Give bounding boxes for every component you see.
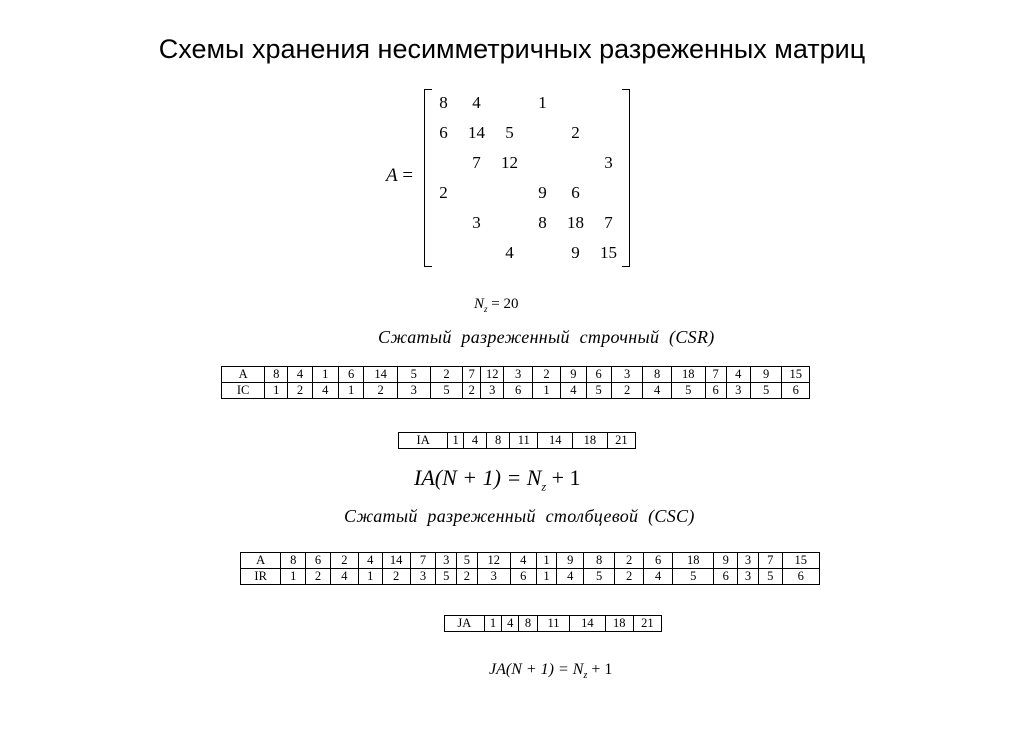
matrix-cell: 5 [505, 123, 514, 142]
array-value-cell: 2 [611, 383, 643, 399]
csc-formula-sub: z [583, 670, 588, 682]
array-value-cell: 1 [484, 616, 502, 632]
array-value-cell: 9 [557, 553, 584, 569]
array-value-cell: 3 [504, 367, 532, 383]
array-value-cell: 2 [615, 553, 644, 569]
array-value-cell: 5 [430, 383, 463, 399]
array-value-cell: 3 [611, 367, 643, 383]
matrix-cell [427, 238, 460, 268]
array-value-cell: 5 [671, 383, 705, 399]
matrix-label [386, 165, 413, 187]
array-value-cell: 9 [714, 553, 738, 569]
csc-heading: Сжатый разреженный столбцевой (CSC) [344, 506, 695, 526]
csc-ir-row [241, 569, 820, 585]
matrix-equals: = [402, 165, 414, 186]
matrix-cell: 2 [439, 183, 448, 202]
array-value-cell: 7 [758, 553, 782, 569]
matrix-cell: 15 [600, 243, 617, 262]
matrix-cell: 9 [571, 243, 580, 262]
array-label-cell: JA [445, 616, 485, 632]
array-value-cell: 1 [532, 383, 560, 399]
matrix-cell [526, 148, 559, 178]
matrix-cell: 18 [567, 213, 584, 232]
matrix-cell [559, 148, 592, 178]
array-value-cell: 4 [644, 569, 673, 585]
array-value-cell: 4 [502, 616, 519, 632]
array-value-cell: 15 [782, 553, 819, 569]
array-value-cell: 8 [487, 433, 510, 449]
array-value-cell: 6 [644, 553, 673, 569]
array-value-cell: 5 [673, 569, 714, 585]
matrix-cell [493, 208, 526, 238]
matrix-cell [460, 178, 493, 208]
array-value-cell: 7 [410, 553, 436, 569]
array-value-cell: 2 [615, 569, 644, 585]
matrix-cell: 4 [472, 93, 481, 112]
array-value-cell: 2 [306, 569, 331, 585]
csr-value-table [221, 366, 810, 399]
array-value-cell: 4 [288, 367, 312, 383]
matrix-cell: 2 [571, 123, 580, 142]
array-value-cell: 1 [281, 569, 306, 585]
array-value-cell: 1 [358, 569, 382, 585]
array-value-cell: 2 [532, 367, 560, 383]
matrix-cell [559, 88, 592, 118]
matrix-cell [493, 178, 526, 208]
page-title: Схемы хранения несимметричных разреженных матриц [158, 34, 866, 64]
array-value-cell: 4 [643, 383, 671, 399]
array-value-cell: 4 [561, 383, 586, 399]
array-value-cell: 4 [358, 553, 382, 569]
array-value-cell: 11 [510, 433, 538, 449]
matrix-cell: 9 [538, 183, 547, 202]
array-value-cell: 14 [570, 616, 605, 632]
array-value-cell: 6 [586, 367, 611, 383]
csr-formula-rhs: + 1 [546, 465, 581, 490]
array-label-cell: IA [399, 433, 448, 449]
array-value-cell: 11 [537, 616, 569, 632]
matrix-symbol: A [386, 165, 398, 186]
matrix-cell: 7 [604, 213, 613, 232]
csr-ia-row [399, 433, 636, 449]
matrix-cell [526, 238, 559, 268]
array-value-cell: 18 [573, 433, 608, 449]
array-value-cell: 1 [265, 383, 288, 399]
array-value-cell: 4 [510, 553, 536, 569]
csr-ic-row [222, 383, 810, 399]
array-value-cell: 5 [584, 569, 615, 585]
array-value-cell: 6 [782, 569, 819, 585]
matrix-cell: 4 [505, 243, 514, 262]
array-value-cell: 6 [510, 569, 536, 585]
csc-formula-lhs: JA [489, 661, 506, 678]
array-value-cell: 8 [584, 553, 615, 569]
array-value-cell: 8 [265, 367, 288, 383]
array-label-cell: IR [241, 569, 281, 585]
matrix-cell [592, 178, 625, 208]
array-value-cell: 18 [605, 616, 633, 632]
csc-value-table [240, 552, 820, 585]
array-value-cell: 12 [481, 367, 504, 383]
csc-formula-arg: (N + 1) = N [505, 661, 584, 678]
matrix-cell [427, 148, 460, 178]
csc-formula-rhs: + 1 [587, 661, 613, 678]
matrix-cell: 8 [439, 93, 448, 112]
matrix-cell: 12 [501, 153, 518, 172]
csr-ia-table [398, 432, 636, 449]
array-value-cell: 14 [382, 553, 410, 569]
matrix-cell: 8 [538, 213, 547, 232]
array-value-cell: 4 [557, 569, 584, 585]
array-value-cell: 3 [738, 569, 759, 585]
csc-formula [489, 661, 612, 681]
array-value-cell: 2 [430, 367, 463, 383]
array-value-cell: 3 [726, 383, 750, 399]
matrix-cell [460, 238, 493, 268]
matrix-cell: 6 [439, 123, 448, 142]
array-value-cell: 6 [338, 367, 363, 383]
matrix-cell: 1 [538, 93, 547, 112]
array-value-cell: 2 [463, 383, 481, 399]
matrix-cell [592, 88, 625, 118]
array-value-cell: 8 [643, 367, 671, 383]
array-value-cell: 8 [519, 616, 538, 632]
array-value-cell: 7 [463, 367, 481, 383]
array-value-cell: 5 [397, 367, 430, 383]
array-value-cell: 6 [705, 383, 726, 399]
nz-value: = 20 [491, 296, 519, 312]
array-value-cell: 3 [738, 553, 759, 569]
csr-formula-lhs: IA [414, 465, 435, 490]
array-value-cell: 21 [633, 616, 661, 632]
array-value-cell: 5 [586, 383, 611, 399]
array-value-cell: 5 [457, 553, 478, 569]
array-value-cell: 6 [504, 383, 532, 399]
csr-heading: Сжатый разреженный строчный (CSR) [378, 327, 715, 347]
array-value-cell: 1 [536, 569, 557, 585]
array-value-cell: 4 [726, 367, 750, 383]
csc-a-row [241, 553, 820, 569]
array-value-cell: 1 [536, 553, 557, 569]
array-value-cell: 5 [750, 383, 782, 399]
array-value-cell: 4 [312, 383, 338, 399]
csr-formula-arg: (N + 1) = N [434, 465, 542, 490]
array-value-cell: 3 [436, 553, 457, 569]
csc-ja-row [445, 616, 662, 632]
array-value-cell: 8 [281, 553, 306, 569]
array-value-cell: 3 [397, 383, 430, 399]
array-value-cell: 1 [338, 383, 363, 399]
matrix-grid [427, 88, 625, 268]
matrix-cell: 14 [468, 123, 485, 142]
array-value-cell: 18 [671, 367, 705, 383]
array-value-cell: 21 [607, 433, 635, 449]
matrix-cell: 7 [472, 153, 481, 172]
array-value-cell: 7 [705, 367, 726, 383]
array-value-cell: 2 [330, 553, 358, 569]
array-value-cell: 3 [477, 569, 510, 585]
array-value-cell: 6 [782, 383, 810, 399]
array-value-cell: 6 [306, 553, 331, 569]
csr-formula-sub: z [541, 479, 547, 494]
array-value-cell: 2 [288, 383, 312, 399]
array-value-cell: 2 [457, 569, 478, 585]
array-value-cell: 6 [714, 569, 738, 585]
array-value-cell: 2 [382, 569, 410, 585]
array-value-cell: 5 [436, 569, 457, 585]
matrix-cell [493, 88, 526, 118]
array-value-cell: 14 [538, 433, 573, 449]
array-value-cell: 3 [410, 569, 436, 585]
matrix-cell: 3 [604, 153, 613, 172]
csc-ja-table [444, 615, 662, 632]
array-value-cell: 1 [448, 433, 464, 449]
array-value-cell: 15 [782, 367, 810, 383]
csr-a-row [222, 367, 810, 383]
matrix-cell [592, 118, 625, 148]
matrix-cell [427, 208, 460, 238]
nz-subscript: z [484, 304, 488, 314]
array-value-cell: 4 [330, 569, 358, 585]
nonzero-count [474, 296, 519, 314]
array-label-cell: A [241, 553, 281, 569]
array-value-cell: 18 [673, 553, 714, 569]
array-value-cell: 12 [477, 553, 510, 569]
array-value-cell: 2 [364, 383, 398, 399]
array-value-cell: 1 [312, 367, 338, 383]
array-value-cell: 9 [561, 367, 586, 383]
array-label-cell: A [222, 367, 265, 383]
array-value-cell: 14 [364, 367, 398, 383]
csr-formula [414, 465, 581, 494]
matrix-cell: 3 [472, 213, 481, 232]
matrix-cell [526, 118, 559, 148]
nz-symbol: N [474, 296, 485, 312]
matrix-cell: 6 [571, 183, 580, 202]
array-value-cell: 9 [750, 367, 782, 383]
array-value-cell: 5 [758, 569, 782, 585]
array-label-cell: IC [222, 383, 265, 399]
array-value-cell: 4 [464, 433, 487, 449]
array-value-cell: 3 [481, 383, 504, 399]
